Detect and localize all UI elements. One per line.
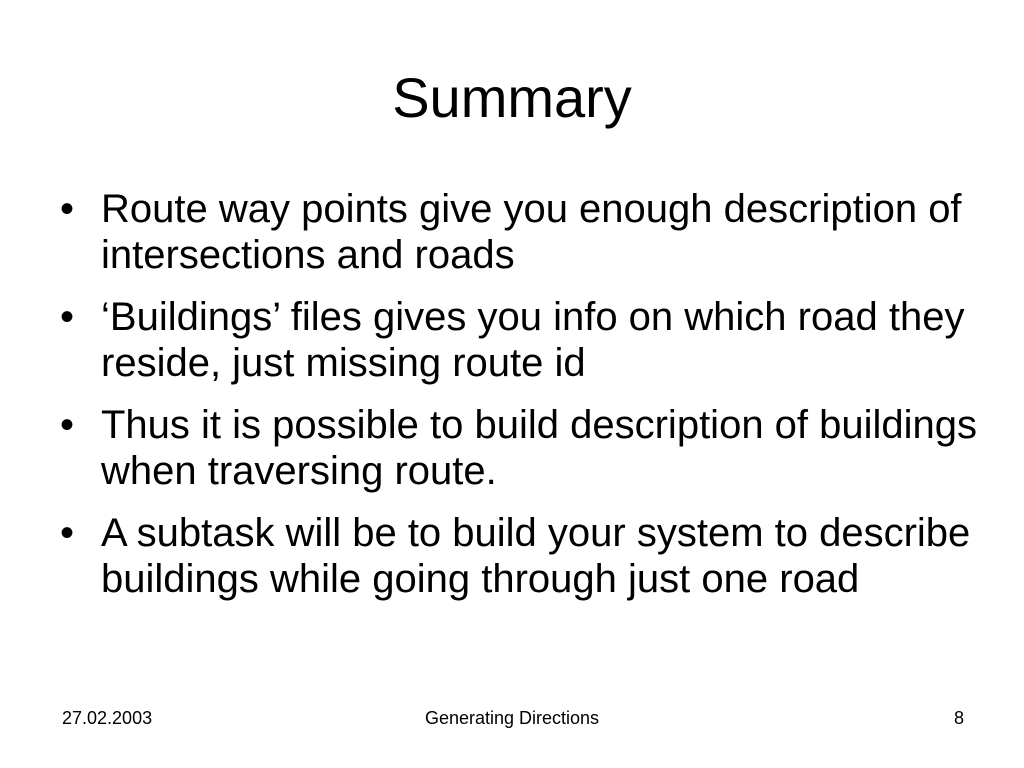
bullet-item	[60, 294, 990, 386]
bullet-dot-icon: •	[60, 511, 75, 555]
slide-title: Summary	[392, 66, 632, 129]
bullet-text: A subtask will be to build your system to describe buildings while going through just one road	[101, 511, 971, 601]
bullet-text: ‘Buildings’ files gives you info on which road they reside, just missing route id	[101, 295, 965, 385]
footer-date: 27.02.2003	[62, 708, 153, 728]
bullet-item	[60, 402, 990, 494]
bullet-text: Route way points give you enough description of intersections and roads	[101, 187, 962, 277]
footer-presentation-title: Generating Directions	[424, 708, 600, 728]
bullet-dot-icon: •	[60, 403, 75, 447]
footer-page-number: 8	[953, 708, 964, 728]
bullet-item	[60, 510, 990, 602]
bullet-dot-icon: •	[60, 187, 75, 231]
bullet-text: Thus it is possible to build description of buildings when traversing route.	[101, 403, 978, 493]
bullet-list	[60, 186, 990, 618]
bullet-dot-icon: •	[60, 295, 75, 339]
bullet-item	[60, 186, 990, 278]
